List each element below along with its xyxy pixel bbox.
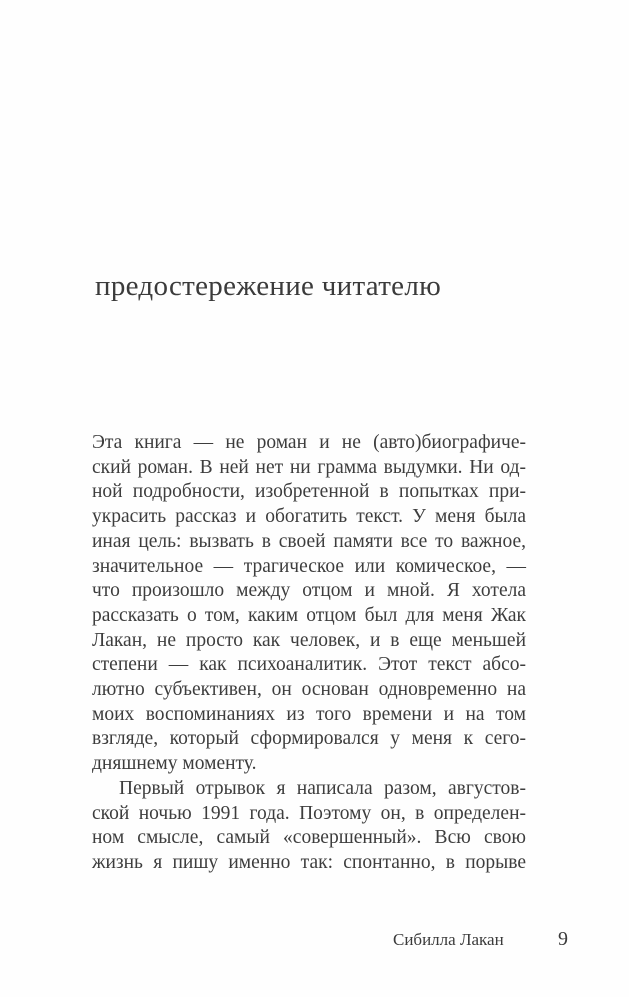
text-line: рассказать о том, каким отцом был для меня Жак xyxy=(92,604,526,626)
footer-author: Сибилла Лакан xyxy=(393,930,504,949)
text-line: степени — как психоаналитик. Этот текст абсо- xyxy=(92,654,526,676)
text-line: моих воспоминаниях из того времени и на том xyxy=(92,703,526,725)
text-line: ной подробности, изобретенной в попытках при- xyxy=(92,481,526,503)
text-line: ской ночью 1991 года. Поэтому он, в определен- xyxy=(92,802,526,824)
text-line: значительное — трагическое или комическое, — xyxy=(92,555,526,577)
text-line: что произошло между отцом и мной. Я хотела xyxy=(92,580,526,602)
text-line: украсить рассказ и обогатить текст. У меня была xyxy=(92,506,526,528)
chapter-title: предостережение читателю xyxy=(95,270,442,302)
text-line: Эта книга — не роман и не (авто)биографиче- xyxy=(92,432,526,453)
text-line: Лакан, не просто как человек, и в еще меньшей xyxy=(92,629,526,651)
text-line: взгляде, который сформировался у меня к сего- xyxy=(92,728,526,750)
text-line: иная цель: вызвать в своей памяти все то важное, xyxy=(92,530,526,552)
body-text xyxy=(92,431,526,876)
text-line: ский роман. В ней нет ни грамма выдумки. Ни од- xyxy=(92,456,526,478)
text-line: жизнь я пишу именно так: спонтанно, в порыве xyxy=(92,851,526,873)
text-line: дняшнему моменту. xyxy=(92,753,257,775)
text-line: лютно субъективен, он основан одновременно на xyxy=(92,679,526,701)
text-line: ном смысле, самый «совершенный». Всю свою xyxy=(92,827,526,849)
text-line: Первый отрывок я написала разом, августов- xyxy=(119,777,526,799)
footer-page-number: 9 xyxy=(558,928,568,950)
